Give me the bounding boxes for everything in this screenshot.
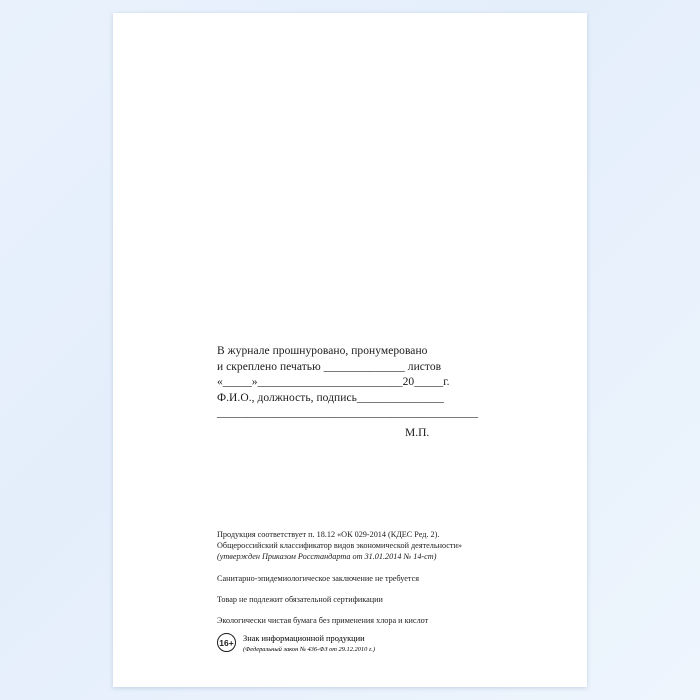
certification-line-2: и скреплено печатью ______________ листов	[217, 360, 442, 373]
age-mark-text	[243, 633, 375, 654]
stamp-place-label: М.П.	[405, 427, 430, 439]
certification-line-4: Ф.И.О., должность, подпись_______________	[217, 391, 444, 404]
certification-line-3: «_____»_________________________20_____г.	[217, 376, 450, 388]
product-conformity-line-2: Общероссийский классификатор видов экономической деятельности»	[217, 541, 462, 551]
age-mark-title: Знак информационной продукции	[243, 634, 365, 643]
age-rating-badge: 16+	[217, 633, 236, 652]
certification-block	[217, 344, 547, 422]
sanitary-note: Санитарно-эпидемиологическое заключение не требуется	[217, 573, 419, 583]
product-conformity-line-3: (утвержден Приказом Росстандарта от 31.01.2014 № 14-ст)	[217, 552, 437, 562]
document-page	[113, 13, 587, 687]
certification-line-5: _____________________________________________	[217, 407, 478, 419]
footer-block	[217, 529, 567, 626]
certification-note: Товар не подлежит обязательной сертификации	[217, 594, 383, 604]
age-mark-row	[217, 633, 375, 654]
paper-note: Экологически чистая бумага без применения хлора и кислот	[217, 616, 429, 626]
certification-line-1: В журнале прошнуровано, пронумеровано	[217, 345, 428, 357]
product-conformity-line-1: Продукция соответствует п. 18.12 «ОК 029-2014 (КДЕС Ред. 2).	[217, 530, 440, 539]
age-mark-law: (Федеральный закон № 436-ФЗ от 29.12.2010 г.)	[243, 645, 376, 653]
